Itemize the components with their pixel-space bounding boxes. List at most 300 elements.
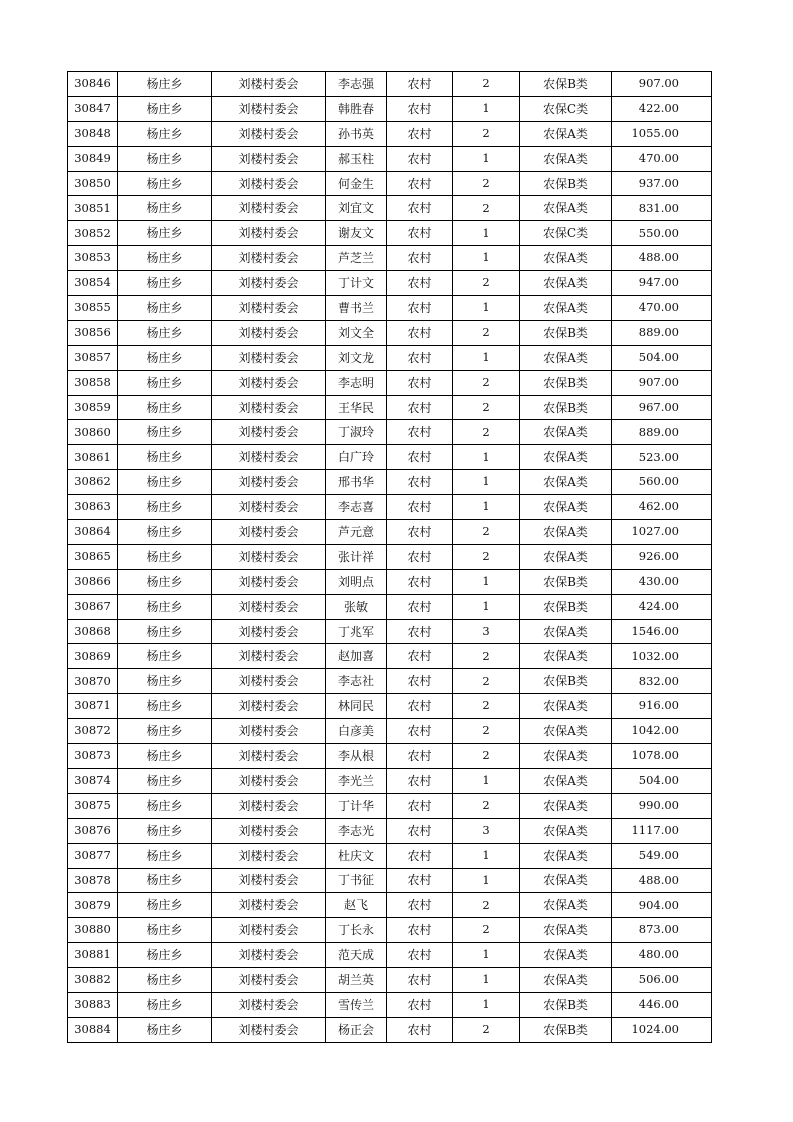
amount-cell: 1027.00 — [612, 520, 712, 545]
person-name-cell: 李志社 — [326, 669, 387, 694]
township-cell: 杨庄乡 — [118, 495, 212, 520]
village-committee-cell: 刘楼村委会 — [212, 669, 326, 694]
amount-cell: 488.00 — [612, 868, 712, 893]
township-cell: 杨庄乡 — [118, 594, 212, 619]
insurance-category-cell: 农保B类 — [520, 171, 612, 196]
area-type-cell: 农村 — [387, 644, 453, 669]
area-type-cell: 农村 — [387, 793, 453, 818]
insurance-category-cell: 农保C类 — [520, 221, 612, 246]
household-count-cell: 2 — [453, 893, 520, 918]
insurance-category-cell: 农保A类 — [520, 544, 612, 569]
area-type-cell: 农村 — [387, 196, 453, 221]
area-type-cell: 农村 — [387, 868, 453, 893]
village-committee-cell: 刘楼村委会 — [212, 619, 326, 644]
person-name-cell: 杨正会 — [326, 1017, 387, 1042]
record-id-cell: 30872 — [68, 719, 118, 744]
record-id-cell: 30883 — [68, 992, 118, 1017]
area-type-cell: 农村 — [387, 495, 453, 520]
record-id-cell: 30871 — [68, 694, 118, 719]
household-count-cell: 2 — [453, 669, 520, 694]
household-count-cell: 2 — [453, 121, 520, 146]
person-name-cell: 李从根 — [326, 744, 387, 769]
area-type-cell: 农村 — [387, 992, 453, 1017]
table-row — [68, 221, 712, 246]
insurance-category-cell: 农保A类 — [520, 196, 612, 221]
township-cell: 杨庄乡 — [118, 968, 212, 993]
table-row — [68, 744, 712, 769]
record-id-cell: 30877 — [68, 843, 118, 868]
person-name-cell: 张计祥 — [326, 544, 387, 569]
person-name-cell: 白彦美 — [326, 719, 387, 744]
table-row — [68, 818, 712, 843]
amount-cell: 550.00 — [612, 221, 712, 246]
record-id-cell: 30870 — [68, 669, 118, 694]
village-committee-cell: 刘楼村委会 — [212, 246, 326, 271]
person-name-cell: 赵飞 — [326, 893, 387, 918]
insurance-category-cell: 农保A类 — [520, 520, 612, 545]
record-id-cell: 30855 — [68, 296, 118, 321]
insurance-category-cell: 农保A类 — [520, 818, 612, 843]
township-cell: 杨庄乡 — [118, 146, 212, 171]
amount-cell: 873.00 — [612, 918, 712, 943]
township-cell: 杨庄乡 — [118, 271, 212, 296]
amount-cell: 937.00 — [612, 171, 712, 196]
amount-cell: 470.00 — [612, 296, 712, 321]
amount-cell: 889.00 — [612, 420, 712, 445]
area-type-cell: 农村 — [387, 171, 453, 196]
township-cell: 杨庄乡 — [118, 893, 212, 918]
record-id-cell: 30874 — [68, 768, 118, 793]
table-row — [68, 246, 712, 271]
amount-cell: 832.00 — [612, 669, 712, 694]
person-name-cell: 刘宜文 — [326, 196, 387, 221]
area-type-cell: 农村 — [387, 1017, 453, 1042]
amount-cell: 1055.00 — [612, 121, 712, 146]
insurance-category-cell: 农保A类 — [520, 420, 612, 445]
household-count-cell: 2 — [453, 171, 520, 196]
household-count-cell: 1 — [453, 868, 520, 893]
household-count-cell: 1 — [453, 843, 520, 868]
village-committee-cell: 刘楼村委会 — [212, 818, 326, 843]
amount-cell: 831.00 — [612, 196, 712, 221]
table-row — [68, 96, 712, 121]
township-cell: 杨庄乡 — [118, 196, 212, 221]
household-count-cell: 1 — [453, 594, 520, 619]
area-type-cell: 农村 — [387, 271, 453, 296]
person-name-cell: 丁长永 — [326, 918, 387, 943]
table-row — [68, 992, 712, 1017]
person-name-cell: 丁书征 — [326, 868, 387, 893]
area-type-cell: 农村 — [387, 594, 453, 619]
record-id-cell: 30878 — [68, 868, 118, 893]
amount-cell: 1042.00 — [612, 719, 712, 744]
area-type-cell: 农村 — [387, 420, 453, 445]
table-row — [68, 171, 712, 196]
insurance-category-cell: 农保A类 — [520, 246, 612, 271]
township-cell: 杨庄乡 — [118, 72, 212, 97]
household-count-cell: 1 — [453, 968, 520, 993]
table-row — [68, 320, 712, 345]
township-cell: 杨庄乡 — [118, 96, 212, 121]
township-cell: 杨庄乡 — [118, 395, 212, 420]
village-committee-cell: 刘楼村委会 — [212, 445, 326, 470]
insurance-category-cell: 农保A类 — [520, 470, 612, 495]
amount-cell: 926.00 — [612, 544, 712, 569]
record-id-cell: 30847 — [68, 96, 118, 121]
table-row — [68, 544, 712, 569]
area-type-cell: 农村 — [387, 96, 453, 121]
person-name-cell: 赵加喜 — [326, 644, 387, 669]
household-count-cell: 1 — [453, 569, 520, 594]
village-committee-cell: 刘楼村委会 — [212, 544, 326, 569]
township-cell: 杨庄乡 — [118, 246, 212, 271]
insurance-category-cell: 农保A类 — [520, 644, 612, 669]
table-row — [68, 918, 712, 943]
amount-cell: 1078.00 — [612, 744, 712, 769]
insurance-category-cell: 农保A类 — [520, 893, 612, 918]
village-committee-cell: 刘楼村委会 — [212, 1017, 326, 1042]
township-cell: 杨庄乡 — [118, 843, 212, 868]
village-committee-cell: 刘楼村委会 — [212, 420, 326, 445]
household-count-cell: 1 — [453, 495, 520, 520]
table-row — [68, 793, 712, 818]
village-committee-cell: 刘楼村委会 — [212, 843, 326, 868]
table-row — [68, 420, 712, 445]
insurance-category-cell: 农保A类 — [520, 968, 612, 993]
household-count-cell: 1 — [453, 345, 520, 370]
village-committee-cell: 刘楼村委会 — [212, 96, 326, 121]
insurance-category-cell: 农保A类 — [520, 445, 612, 470]
township-cell: 杨庄乡 — [118, 171, 212, 196]
household-count-cell: 2 — [453, 644, 520, 669]
household-count-cell: 2 — [453, 320, 520, 345]
insurance-category-cell: 农保B类 — [520, 594, 612, 619]
insurance-category-cell: 农保B类 — [520, 320, 612, 345]
record-id-cell: 30880 — [68, 918, 118, 943]
record-id-cell: 30846 — [68, 72, 118, 97]
insurance-category-cell: 农保A类 — [520, 943, 612, 968]
household-count-cell: 1 — [453, 992, 520, 1017]
area-type-cell: 农村 — [387, 395, 453, 420]
amount-cell: 424.00 — [612, 594, 712, 619]
village-committee-cell: 刘楼村委会 — [212, 345, 326, 370]
record-id-cell: 30884 — [68, 1017, 118, 1042]
table-row — [68, 669, 712, 694]
amount-cell: 1032.00 — [612, 644, 712, 669]
area-type-cell: 农村 — [387, 669, 453, 694]
insurance-category-cell: 农保A类 — [520, 345, 612, 370]
household-count-cell: 2 — [453, 370, 520, 395]
record-id-cell: 30857 — [68, 345, 118, 370]
person-name-cell: 郝玉柱 — [326, 146, 387, 171]
township-cell: 杨庄乡 — [118, 470, 212, 495]
record-id-cell: 30854 — [68, 271, 118, 296]
amount-cell: 990.00 — [612, 793, 712, 818]
person-name-cell: 芦芝兰 — [326, 246, 387, 271]
person-name-cell: 刘文全 — [326, 320, 387, 345]
household-count-cell: 3 — [453, 818, 520, 843]
amount-cell: 504.00 — [612, 345, 712, 370]
person-name-cell: 李志强 — [326, 72, 387, 97]
household-count-cell: 2 — [453, 271, 520, 296]
record-id-cell: 30868 — [68, 619, 118, 644]
household-count-cell: 2 — [453, 1017, 520, 1042]
table-row — [68, 569, 712, 594]
person-name-cell: 丁兆军 — [326, 619, 387, 644]
township-cell: 杨庄乡 — [118, 918, 212, 943]
township-cell: 杨庄乡 — [118, 619, 212, 644]
village-committee-cell: 刘楼村委会 — [212, 196, 326, 221]
record-id-cell: 30861 — [68, 445, 118, 470]
record-id-cell: 30862 — [68, 470, 118, 495]
person-name-cell: 张敏 — [326, 594, 387, 619]
township-cell: 杨庄乡 — [118, 345, 212, 370]
insurance-category-cell: 农保B类 — [520, 370, 612, 395]
table-row — [68, 196, 712, 221]
table-row — [68, 370, 712, 395]
beneficiary-table — [67, 71, 712, 1043]
table-row — [68, 868, 712, 893]
record-id-cell: 30852 — [68, 221, 118, 246]
household-count-cell: 2 — [453, 918, 520, 943]
village-committee-cell: 刘楼村委会 — [212, 146, 326, 171]
amount-cell: 967.00 — [612, 395, 712, 420]
amount-cell: 904.00 — [612, 893, 712, 918]
area-type-cell: 农村 — [387, 470, 453, 495]
amount-cell: 422.00 — [612, 96, 712, 121]
person-name-cell: 李志喜 — [326, 495, 387, 520]
area-type-cell: 农村 — [387, 569, 453, 594]
household-count-cell: 1 — [453, 221, 520, 246]
township-cell: 杨庄乡 — [118, 768, 212, 793]
area-type-cell: 农村 — [387, 121, 453, 146]
table-row — [68, 893, 712, 918]
record-id-cell: 30866 — [68, 569, 118, 594]
village-committee-cell: 刘楼村委会 — [212, 694, 326, 719]
record-id-cell: 30859 — [68, 395, 118, 420]
village-committee-cell: 刘楼村委会 — [212, 868, 326, 893]
record-id-cell: 30853 — [68, 246, 118, 271]
table-row — [68, 943, 712, 968]
amount-cell: 470.00 — [612, 146, 712, 171]
amount-cell: 889.00 — [612, 320, 712, 345]
area-type-cell: 农村 — [387, 943, 453, 968]
area-type-cell: 农村 — [387, 370, 453, 395]
amount-cell: 549.00 — [612, 843, 712, 868]
insurance-category-cell: 农保A类 — [520, 868, 612, 893]
township-cell: 杨庄乡 — [118, 121, 212, 146]
amount-cell: 480.00 — [612, 943, 712, 968]
record-id-cell: 30873 — [68, 744, 118, 769]
township-cell: 杨庄乡 — [118, 445, 212, 470]
area-type-cell: 农村 — [387, 445, 453, 470]
area-type-cell: 农村 — [387, 843, 453, 868]
household-count-cell: 3 — [453, 619, 520, 644]
record-id-cell: 30879 — [68, 893, 118, 918]
insurance-category-cell: 农保C类 — [520, 96, 612, 121]
table-row — [68, 470, 712, 495]
village-committee-cell: 刘楼村委会 — [212, 918, 326, 943]
township-cell: 杨庄乡 — [118, 719, 212, 744]
record-id-cell: 30858 — [68, 370, 118, 395]
insurance-category-cell: 农保A类 — [520, 271, 612, 296]
village-committee-cell: 刘楼村委会 — [212, 768, 326, 793]
village-committee-cell: 刘楼村委会 — [212, 320, 326, 345]
amount-cell: 523.00 — [612, 445, 712, 470]
household-count-cell: 1 — [453, 96, 520, 121]
household-count-cell: 2 — [453, 420, 520, 445]
insurance-category-cell: 农保A类 — [520, 719, 612, 744]
village-committee-cell: 刘楼村委会 — [212, 221, 326, 246]
record-id-cell: 30882 — [68, 968, 118, 993]
amount-cell: 1117.00 — [612, 818, 712, 843]
table-body — [68, 72, 712, 1043]
village-committee-cell: 刘楼村委会 — [212, 72, 326, 97]
person-name-cell: 胡兰英 — [326, 968, 387, 993]
insurance-category-cell: 农保A类 — [520, 918, 612, 943]
table-row — [68, 843, 712, 868]
township-cell: 杨庄乡 — [118, 694, 212, 719]
area-type-cell: 农村 — [387, 968, 453, 993]
area-type-cell: 农村 — [387, 818, 453, 843]
village-committee-cell: 刘楼村委会 — [212, 594, 326, 619]
township-cell: 杨庄乡 — [118, 992, 212, 1017]
household-count-cell: 1 — [453, 943, 520, 968]
person-name-cell: 杜庆文 — [326, 843, 387, 868]
person-name-cell: 范天成 — [326, 943, 387, 968]
person-name-cell: 丁淑玲 — [326, 420, 387, 445]
insurance-category-cell: 农保A类 — [520, 793, 612, 818]
village-committee-cell: 刘楼村委会 — [212, 943, 326, 968]
table-row — [68, 644, 712, 669]
household-count-cell: 1 — [453, 296, 520, 321]
village-committee-cell: 刘楼村委会 — [212, 744, 326, 769]
person-name-cell: 王华民 — [326, 395, 387, 420]
amount-cell: 916.00 — [612, 694, 712, 719]
insurance-category-cell: 农保A类 — [520, 296, 612, 321]
insurance-category-cell: 农保B类 — [520, 669, 612, 694]
township-cell: 杨庄乡 — [118, 644, 212, 669]
insurance-category-cell: 农保B类 — [520, 72, 612, 97]
person-name-cell: 李光兰 — [326, 768, 387, 793]
person-name-cell: 韩胜春 — [326, 96, 387, 121]
township-cell: 杨庄乡 — [118, 569, 212, 594]
amount-cell: 947.00 — [612, 271, 712, 296]
table-row — [68, 619, 712, 644]
insurance-category-cell: 农保B类 — [520, 395, 612, 420]
area-type-cell: 农村 — [387, 694, 453, 719]
insurance-category-cell: 农保A类 — [520, 121, 612, 146]
area-type-cell: 农村 — [387, 320, 453, 345]
record-id-cell: 30875 — [68, 793, 118, 818]
amount-cell: 1024.00 — [612, 1017, 712, 1042]
record-id-cell: 30850 — [68, 171, 118, 196]
village-committee-cell: 刘楼村委会 — [212, 495, 326, 520]
person-name-cell: 丁计文 — [326, 271, 387, 296]
table-row — [68, 395, 712, 420]
area-type-cell: 农村 — [387, 296, 453, 321]
area-type-cell: 农村 — [387, 146, 453, 171]
amount-cell: 506.00 — [612, 968, 712, 993]
record-id-cell: 30865 — [68, 544, 118, 569]
amount-cell: 488.00 — [612, 246, 712, 271]
table-row — [68, 694, 712, 719]
township-cell: 杨庄乡 — [118, 296, 212, 321]
person-name-cell: 林同民 — [326, 694, 387, 719]
household-count-cell: 2 — [453, 520, 520, 545]
township-cell: 杨庄乡 — [118, 943, 212, 968]
village-committee-cell: 刘楼村委会 — [212, 893, 326, 918]
person-name-cell: 曹书兰 — [326, 296, 387, 321]
table-row — [68, 495, 712, 520]
insurance-category-cell: 农保A类 — [520, 694, 612, 719]
area-type-cell: 农村 — [387, 221, 453, 246]
village-committee-cell: 刘楼村委会 — [212, 271, 326, 296]
township-cell: 杨庄乡 — [118, 818, 212, 843]
area-type-cell: 农村 — [387, 246, 453, 271]
area-type-cell: 农村 — [387, 72, 453, 97]
record-id-cell: 30856 — [68, 320, 118, 345]
person-name-cell: 丁计华 — [326, 793, 387, 818]
person-name-cell: 白广玲 — [326, 445, 387, 470]
household-count-cell: 1 — [453, 768, 520, 793]
household-count-cell: 1 — [453, 146, 520, 171]
household-count-cell: 2 — [453, 694, 520, 719]
household-count-cell: 2 — [453, 72, 520, 97]
table-row — [68, 121, 712, 146]
record-id-cell: 30864 — [68, 520, 118, 545]
village-committee-cell: 刘楼村委会 — [212, 171, 326, 196]
insurance-category-cell: 农保A类 — [520, 768, 612, 793]
village-committee-cell: 刘楼村委会 — [212, 296, 326, 321]
table-row — [68, 594, 712, 619]
person-name-cell: 孙书英 — [326, 121, 387, 146]
table-row — [68, 968, 712, 993]
household-count-cell: 2 — [453, 395, 520, 420]
village-committee-cell: 刘楼村委会 — [212, 520, 326, 545]
person-name-cell: 谢友文 — [326, 221, 387, 246]
insurance-category-cell: 农保B类 — [520, 569, 612, 594]
area-type-cell: 农村 — [387, 544, 453, 569]
village-committee-cell: 刘楼村委会 — [212, 992, 326, 1017]
township-cell: 杨庄乡 — [118, 669, 212, 694]
area-type-cell: 农村 — [387, 893, 453, 918]
area-type-cell: 农村 — [387, 768, 453, 793]
record-id-cell: 30869 — [68, 644, 118, 669]
record-id-cell: 30860 — [68, 420, 118, 445]
township-cell: 杨庄乡 — [118, 370, 212, 395]
township-cell: 杨庄乡 — [118, 744, 212, 769]
person-name-cell: 邢书华 — [326, 470, 387, 495]
household-count-cell: 1 — [453, 246, 520, 271]
village-committee-cell: 刘楼村委会 — [212, 370, 326, 395]
person-name-cell: 何金生 — [326, 171, 387, 196]
amount-cell: 462.00 — [612, 495, 712, 520]
village-committee-cell: 刘楼村委会 — [212, 395, 326, 420]
village-committee-cell: 刘楼村委会 — [212, 793, 326, 818]
person-name-cell: 芦元意 — [326, 520, 387, 545]
household-count-cell: 2 — [453, 793, 520, 818]
household-count-cell: 2 — [453, 719, 520, 744]
village-committee-cell: 刘楼村委会 — [212, 569, 326, 594]
area-type-cell: 农村 — [387, 918, 453, 943]
table-row — [68, 72, 712, 97]
village-committee-cell: 刘楼村委会 — [212, 968, 326, 993]
amount-cell: 446.00 — [612, 992, 712, 1017]
table-row — [68, 296, 712, 321]
amount-cell: 1546.00 — [612, 619, 712, 644]
insurance-category-cell: 农保A类 — [520, 619, 612, 644]
